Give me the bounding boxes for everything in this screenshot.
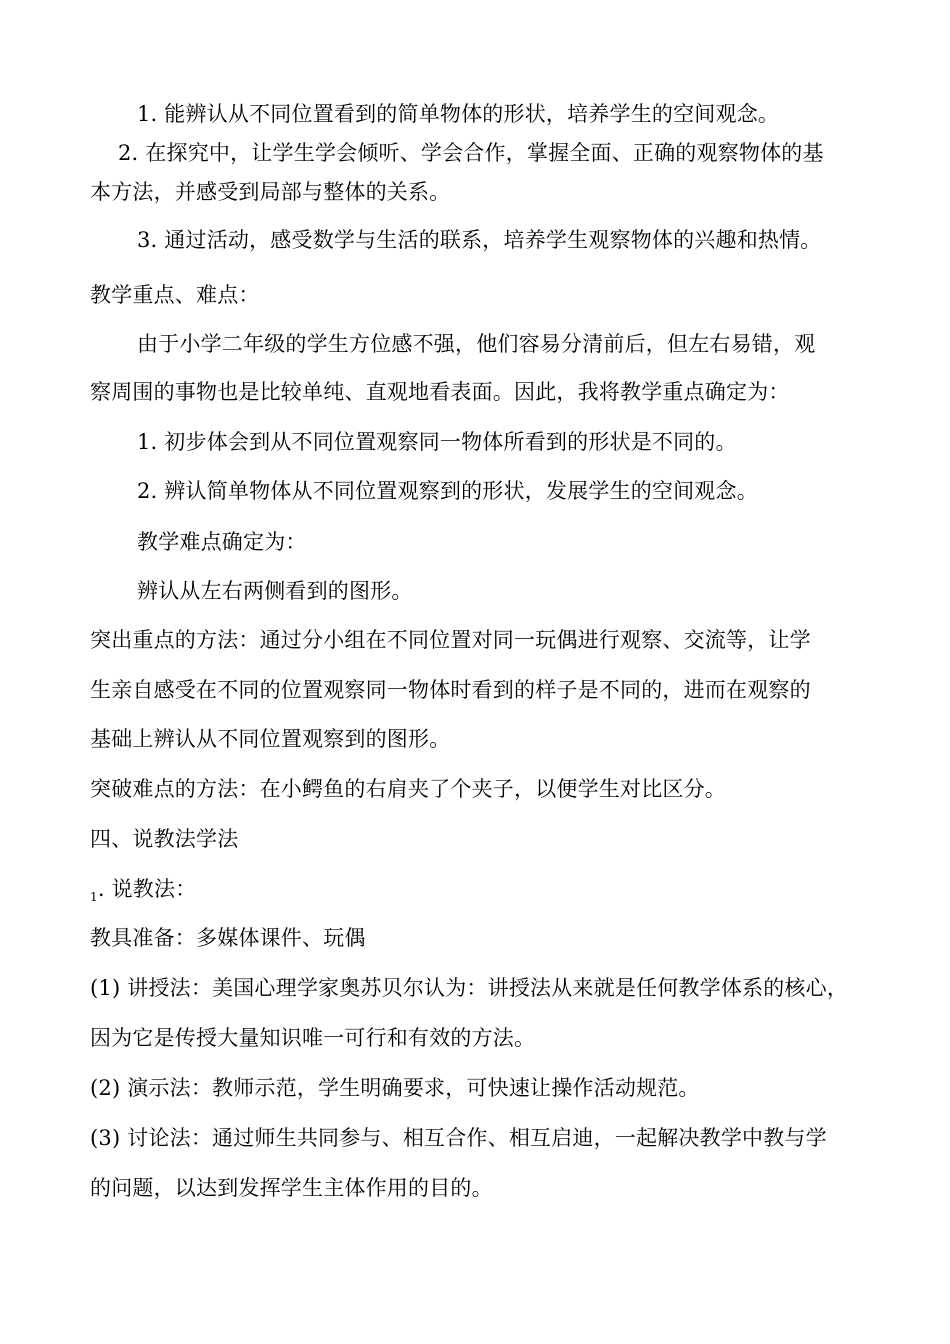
objective-1: 1. 能辨认从不同位置看到的简单物体的形状，培养学生的空间观念。 bbox=[137, 102, 780, 126]
difficulty-text: 辨认从左右两侧看到的图形。 bbox=[137, 579, 413, 603]
difficulty-heading: 教学难点确定为： bbox=[137, 530, 307, 554]
key-point-2: 2. 辨认简单物体从不同位置观察到的形状，发展学生的空间观念。 bbox=[137, 479, 758, 503]
objective-2: 2. 在探究中，让学生学会倾听、学会合作，掌握全面、正确的观察物体的基 bbox=[118, 141, 824, 165]
method-discussion-continued: 的问题，以达到发挥学生主体作用的目的。 bbox=[90, 1176, 493, 1200]
paragraph-key-points: 由于小学二年级的学生方位感不强，他们容易分清前后，但左右易错，观 bbox=[137, 332, 816, 356]
method-discussion: (3) 讨论法：通过师生共同参与、相互合作、相互启迪，一起解决教学中教与学 bbox=[90, 1126, 827, 1150]
method-highlight-continued-2: 基础上辨认从不同位置观察到的图形。 bbox=[90, 727, 451, 751]
method-highlight: 突出重点的方法：通过分小组在不同位置对同一玩偶进行观察、交流等，让学 bbox=[90, 628, 811, 652]
section-heading-methods: 四、说教法学法 bbox=[90, 827, 239, 851]
method-highlight-continued-1: 生亲自感受在不同的位置观察同一物体时看到的样子是不同的，进而在观察的 bbox=[90, 678, 811, 702]
objective-3: 3. 通过活动，感受数学与生活的联系，培养学生观察物体的兴趣和热情。 bbox=[137, 228, 822, 252]
paragraph-key-points-continued: 察周围的事物也是比较单纯、直观地看表面。因此，我将教学重点确定为： bbox=[90, 380, 790, 404]
method-demonstration: (2) 演示法：教师示范，学生明确要求，可快速让操作活动规范。 bbox=[90, 1076, 700, 1100]
objective-2-continued: 本方法，并感受到局部与整体的关系。 bbox=[90, 180, 451, 204]
list-number: 1 bbox=[90, 890, 98, 904]
teaching-aids: 教具准备：多媒体课件、玩偶 bbox=[90, 926, 366, 950]
subheading-teaching-method: $_1$. 说教法： bbox=[90, 877, 197, 904]
section-heading-key-points: 教学重点、难点： bbox=[90, 283, 260, 307]
method-lecture: (1) 讲授法：美国心理学家奥苏贝尔认为：讲授法从来就是任何教学体系的核心， bbox=[90, 976, 849, 1000]
key-point-1: 1. 初步体会到从不同位置观察同一物体所看到的形状是不同的。 bbox=[137, 430, 737, 454]
method-breakthrough: 突破难点的方法：在小鳄鱼的右肩夹了个夹子，以便学生对比区分。 bbox=[90, 777, 726, 801]
method-lecture-continued: 因为它是传授大量知识唯一可行和有效的方法。 bbox=[90, 1026, 536, 1050]
